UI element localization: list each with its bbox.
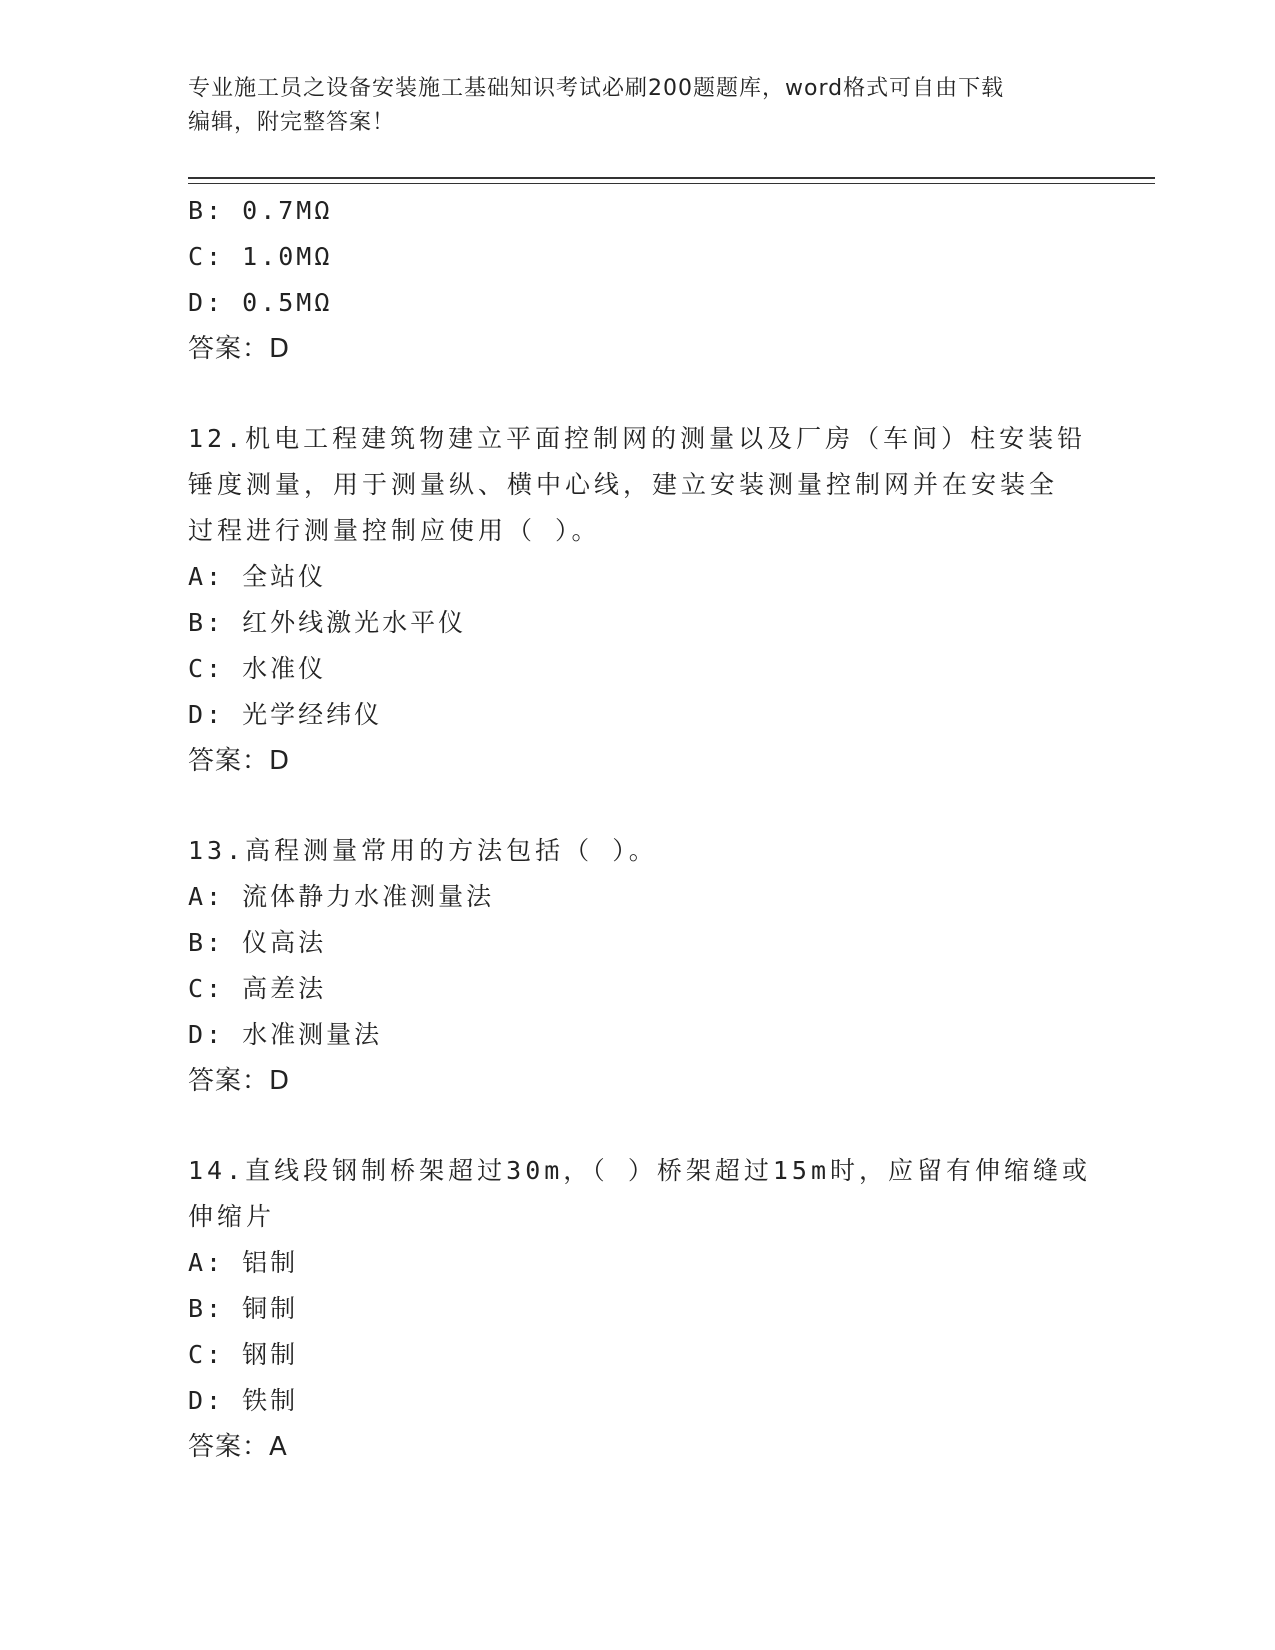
spacer (188, 784, 1088, 828)
answer-line: 答案：A (188, 1432, 288, 1462)
option-a: A: 全站仪 (188, 562, 327, 591)
option-c: C: 高差法 (188, 974, 327, 1003)
spacer (188, 1104, 1088, 1148)
option-d: D: 水准测量法 (188, 1020, 383, 1049)
header-title-line-1: 专业施工员之设备安装施工基础知识考试必刷200题题库，word格式可自由下载 (188, 76, 1005, 101)
answer-line: 答案：D (188, 746, 291, 776)
option-b: B: 仪高法 (188, 928, 327, 957)
answer-line: 答案：D (188, 1066, 291, 1096)
question-11-continued (188, 188, 1088, 372)
question-stem-line: 13.高程测量常用的方法包括（ ）。 (188, 836, 658, 865)
question-stem-line: 过程进行测量控制应使用（ ）。 (188, 516, 601, 545)
option-d: D: 光学经纬仪 (188, 700, 383, 729)
option-a: A: 铝制 (188, 1248, 299, 1277)
document-body (188, 188, 1092, 1470)
question-13 (188, 828, 1088, 1104)
option-b: B: 铜制 (188, 1294, 299, 1323)
question-stem-line: 14.直线段钢制桥架超过30m，（ ）桥架超过15m时，应留有伸缩缝或 (188, 1156, 1092, 1185)
question-stem-line: 12.机电工程建筑物建立平面控制网的测量以及厂房（车间）柱安装铅 (188, 424, 1087, 453)
option-d: D: 0.5MΩ (188, 288, 333, 317)
option-c: C: 钢制 (188, 1340, 299, 1369)
spacer (188, 372, 1088, 416)
document-header (188, 72, 1088, 140)
option-c: C: 水准仪 (188, 654, 327, 683)
question-12 (188, 416, 1088, 784)
option-a: A: 流体静力水准测量法 (188, 882, 495, 911)
question-stem-line: 锤度测量，用于测量纵、横中心线，建立安装测量控制网并在安装全 (188, 470, 1059, 499)
header-divider-thick (188, 177, 1155, 179)
question-stem-line: 伸缩片 (188, 1202, 276, 1231)
answer-line: 答案：D (188, 334, 291, 364)
option-b: B: 0.7MΩ (188, 196, 333, 225)
option-b: B: 红外线激光水平仪 (188, 608, 467, 637)
option-c: C: 1.0MΩ (188, 242, 333, 271)
option-d: D: 铁制 (188, 1386, 299, 1415)
question-14 (188, 1148, 1092, 1470)
header-title-line-2: 编辑，附完整答案！ (188, 110, 396, 135)
header-divider-thin (188, 183, 1155, 184)
